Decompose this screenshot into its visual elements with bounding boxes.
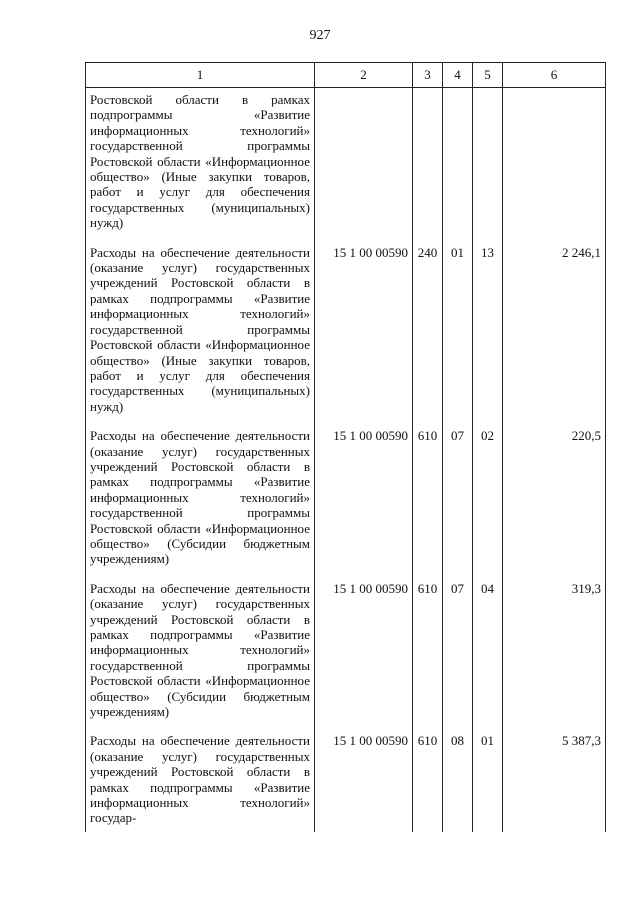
row-description: Расходы на обеспечение деятельности (оказание услуг) государственных учреждений Ростовской области в рамках подпрограммы «Развитие информационных технологий» государ- (86, 725, 315, 831)
row-section: 07 (443, 573, 473, 726)
row-subsection: 02 (473, 420, 503, 573)
header-col-1: 1 (86, 63, 315, 88)
row-amount: 319,3 (503, 573, 606, 726)
table-row (86, 725, 606, 831)
table-header-row (86, 63, 606, 88)
row-amount (503, 88, 606, 237)
row-description: Ростовской области в рамках подпрограммы «Развитие информационных технологий» государственной программы Ростовской области «Информационное общество» (Иные закупки товаров, работ и услуг для обеспечения государственных (муниципальных) нужд) (86, 88, 315, 237)
table-row (86, 573, 606, 726)
table-row (86, 420, 606, 573)
row-subsection: 01 (473, 725, 503, 831)
row-target-code (315, 88, 413, 237)
row-subsection (473, 88, 503, 237)
row-section: 07 (443, 420, 473, 573)
row-expense-type (413, 88, 443, 237)
budget-table (85, 62, 606, 832)
row-expense-type: 240 (413, 237, 443, 420)
page-number: 927 (309, 28, 331, 43)
row-subsection: 04 (473, 573, 503, 726)
row-expense-type: 610 (413, 725, 443, 831)
row-target-code: 15 1 00 00590 (315, 725, 413, 831)
row-expense-type: 610 (413, 573, 443, 726)
row-target-code: 15 1 00 00590 (315, 420, 413, 573)
row-description: Расходы на обеспечение деятельности (оказание услуг) государственных учреждений Ростовской области в рамках подпрограммы «Развитие информационных технологий» государственной программы Ростовской области «Информационное общество» (Субсидии бюджетным учреждениям) (86, 420, 315, 573)
header-col-3: 3 (413, 63, 443, 88)
row-section: 01 (443, 237, 473, 420)
row-target-code: 15 1 00 00590 (315, 573, 413, 726)
row-amount: 5 387,3 (503, 725, 606, 831)
row-amount: 2 246,1 (503, 237, 606, 420)
header-col-6: 6 (503, 63, 606, 88)
row-amount: 220,5 (503, 420, 606, 573)
row-expense-type: 610 (413, 420, 443, 573)
row-section: 08 (443, 725, 473, 831)
table-row (86, 237, 606, 420)
row-description: Расходы на обеспечение деятельности (оказание услуг) государственных учреждений Ростовской области в рамках подпрограммы «Развитие информационных технологий» государственной программы Ростовской области «Информационное общество» (Субсидии бюджетным учреждениям) (86, 573, 315, 726)
table-row (86, 88, 606, 237)
row-description: Расходы на обеспечение деятельности (оказание услуг) государственных учреждений Ростовской области в рамках подпрограммы «Развитие информационных технологий» государственной программы Ростовской области «Информационное общество» (Иные закупки товаров, работ и услуг для обеспечения государственных (муниципальных) нужд) (86, 237, 315, 420)
row-target-code: 15 1 00 00590 (315, 237, 413, 420)
header-col-2: 2 (315, 63, 413, 88)
row-section (443, 88, 473, 237)
row-subsection: 13 (473, 237, 503, 420)
header-col-5: 5 (473, 63, 503, 88)
header-col-4: 4 (443, 63, 473, 88)
